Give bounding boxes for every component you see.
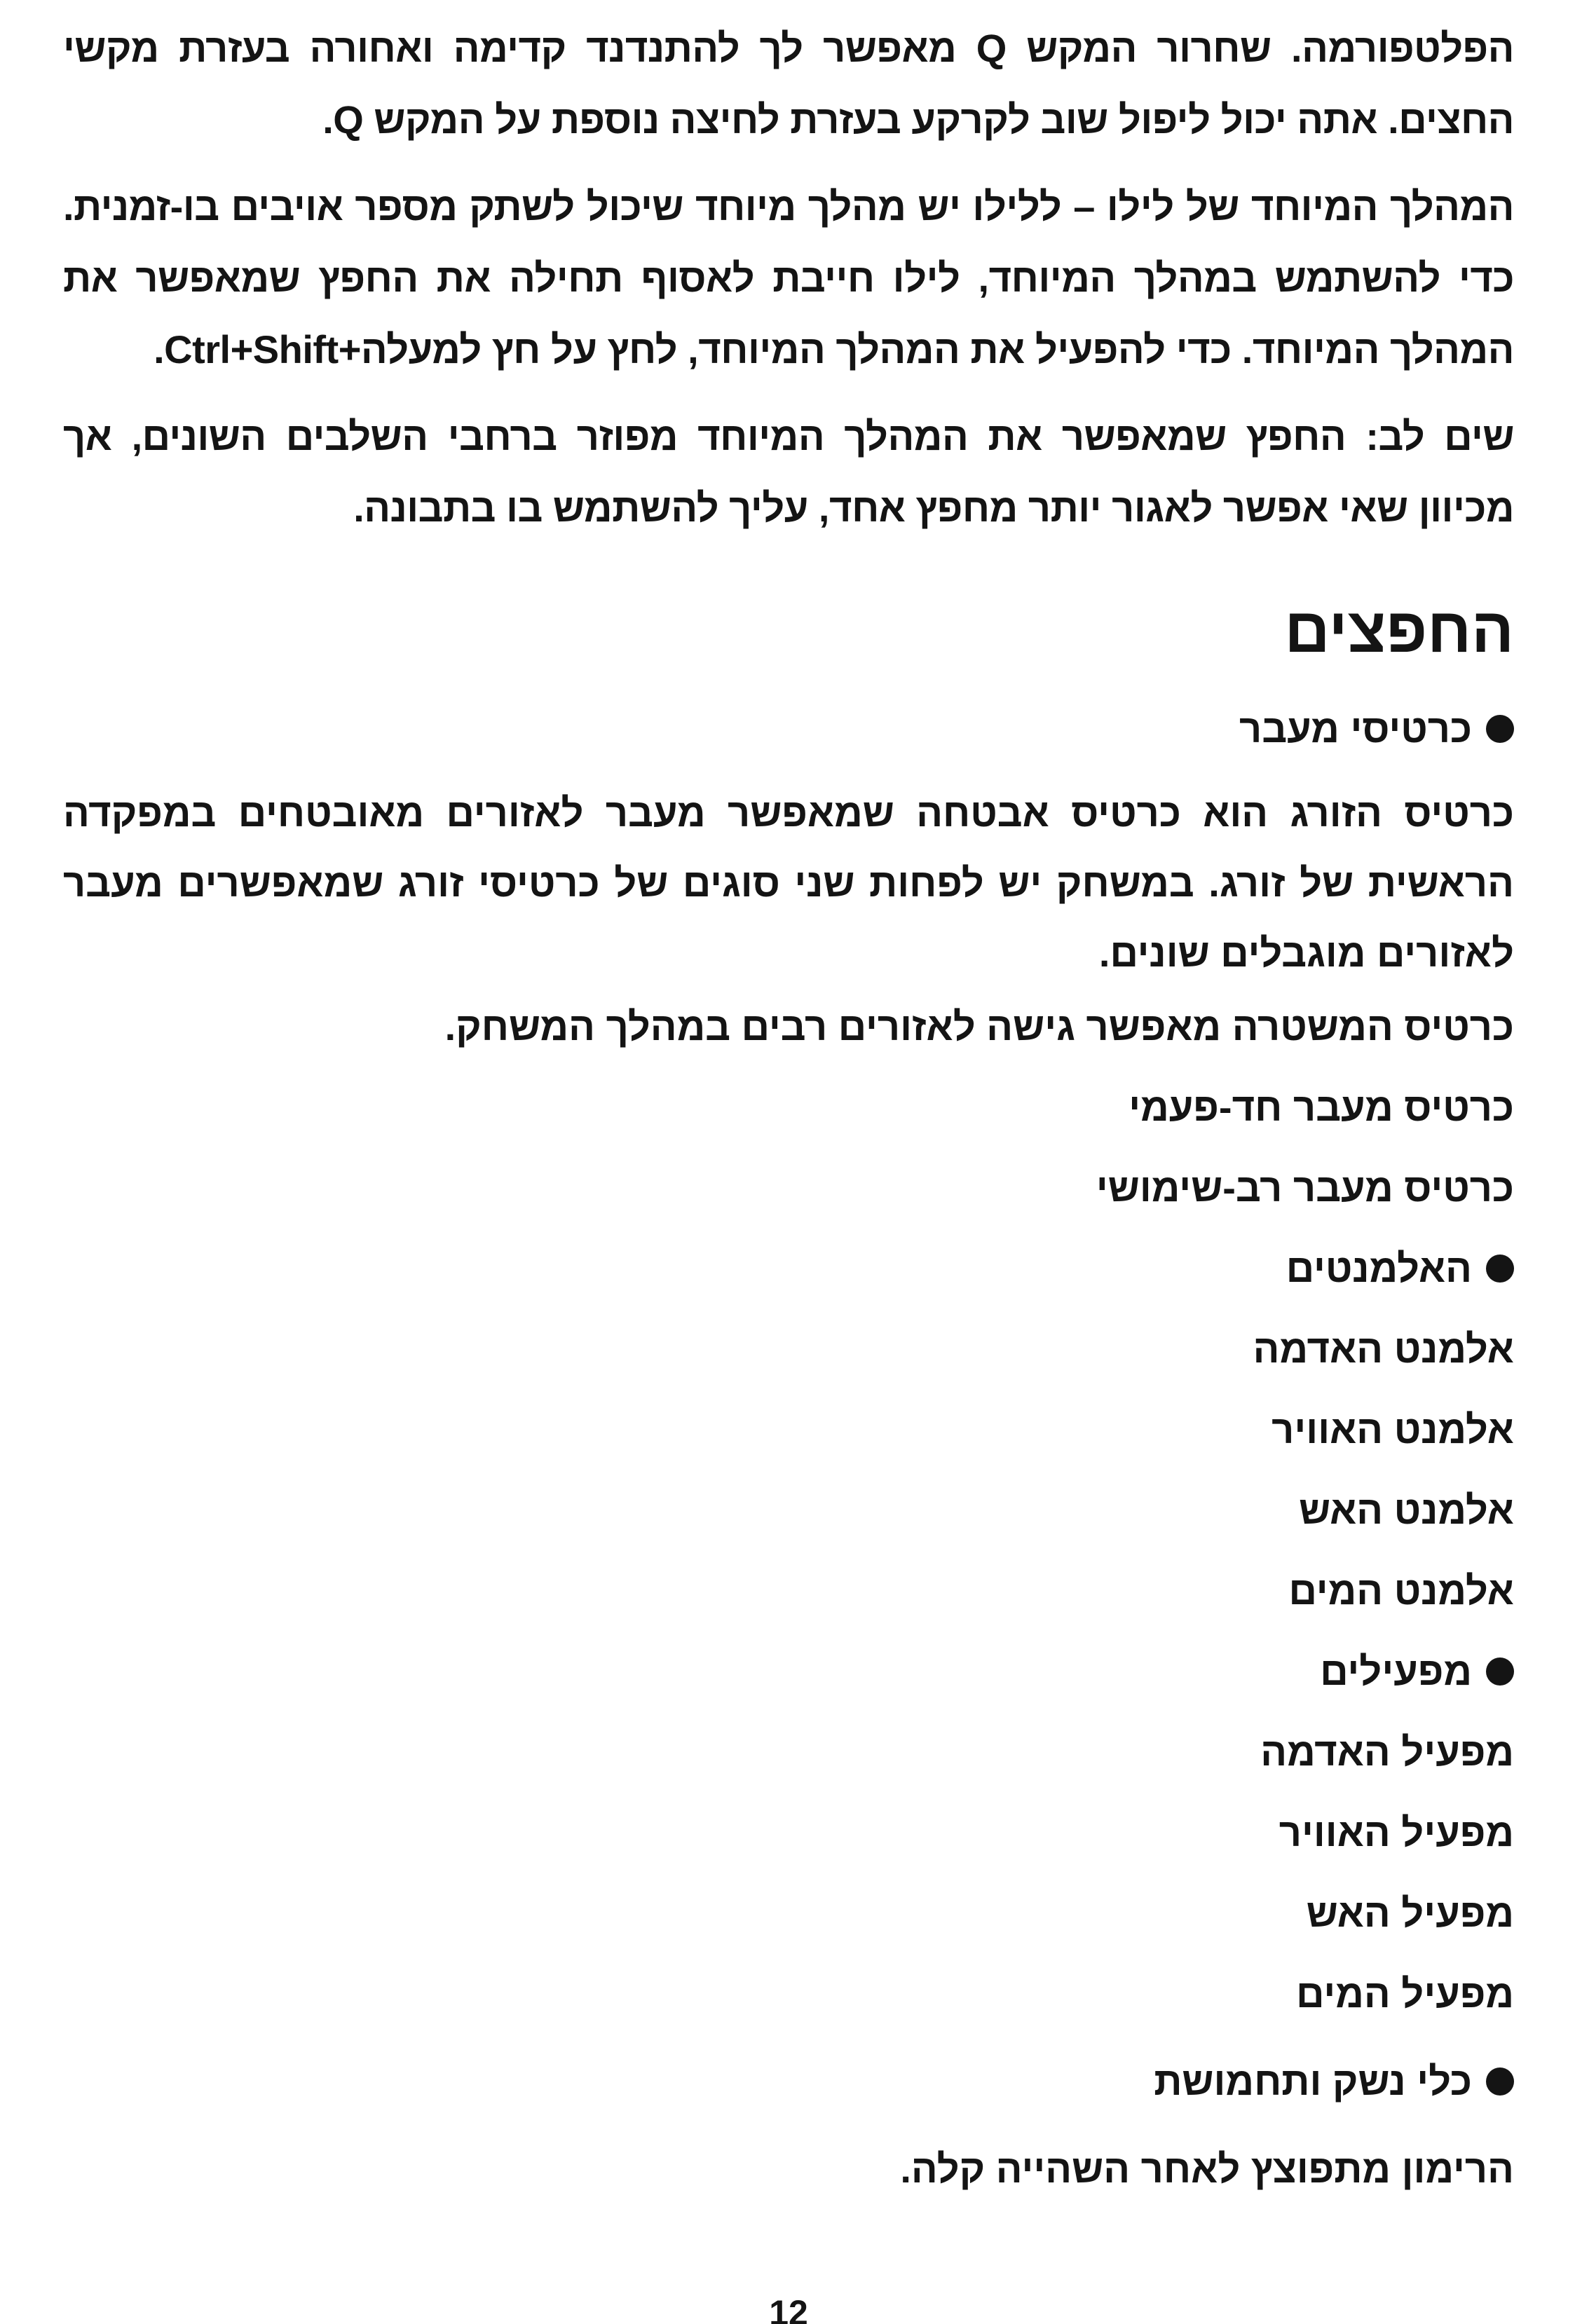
list-item-water-activator: מפעיל המים xyxy=(1296,1971,1514,2016)
list-item-grenade: הרימון מתפוצץ לאחר השהייה קלה. xyxy=(900,2147,1514,2191)
list-item-earth-element: אלמנט האדמה xyxy=(1253,1327,1514,1371)
list-item-water-element: אלמנט המים xyxy=(1288,1568,1514,1613)
bullet-heading-elements xyxy=(1286,1240,1514,1297)
bullet-dot-icon xyxy=(1486,1657,1514,1686)
bullet-dot-icon xyxy=(1486,715,1514,743)
intro-paragraph-note xyxy=(63,401,1514,544)
intro-paragraph-special-move: המהלך המיוחד של לילו – ללילו יש מהלך מיוחד שיכול לשתק מספר אויבים בו-זמנית. כדי להשתמש במהלך המיוחד, לילו חייבת לאסוף תחילה את החפץ שמאפשר את המהלך המיוחד. כדי להפעיל את המהלך המיוחד, לחץ על חץ למעלה+Ctrl+Shift. xyxy=(63,184,1514,371)
list-item-police-pass: כרטיס המשטרה מאפשר גישה לאזורים רבים במהלך המשחק. xyxy=(444,1004,1514,1048)
document-page xyxy=(63,0,1514,2324)
bullet-dot-icon xyxy=(1486,2067,1514,2096)
list-item-air-activator: מפעיל האוויר xyxy=(1279,1810,1514,1854)
bullet-dot-icon xyxy=(1486,1255,1514,1283)
page-number: 12 xyxy=(769,2293,808,2324)
bullet-heading-weapons xyxy=(1154,2053,1514,2110)
list-item-fire-element: אלמנט האש xyxy=(1299,1488,1514,1532)
section-title-items: החפצים xyxy=(1284,596,1514,666)
list-item-fire-activator: מפעיל האש xyxy=(1306,1891,1514,1935)
passes-description: כרטיס הזורג הוא כרטיס אבטחה שמאפשר מעבר לאזורים מאובטחים במפקדה הראשית של זורג. במשחק יש לפחות שני סוגים של כרטיסי זורג שמאפשרים מעבר לאזורים מוגבלים שונים. xyxy=(63,791,1514,975)
intro-paragraph-swing: הפלטפורמה. שחרור המקש Q מאפשר לך להתנדנד קדימה ואחורה בעזרת מקשי החצים. אתה יכול ליפול שוב לקרקע בעזרת לחיצה נוספת על המקש Q. xyxy=(63,26,1514,142)
bullet-heading-passes xyxy=(1239,701,1514,757)
list-item-air-element: אלמנט האוויר xyxy=(1271,1407,1514,1451)
note-text: החפץ שמאפשר את המהלך המיוחד מפוזר ברחבי השלבים השונים, אך מכיוון שאי אפשר לאגור יותר מחפץ אחד, עליך להשתמש בו בתבונה. xyxy=(63,414,1514,530)
intro-section xyxy=(63,13,1514,544)
bullet-heading-label: כרטיסי מעבר xyxy=(1239,706,1472,751)
note-label: שים לב: xyxy=(1365,414,1515,458)
list-item-earth-activator: מפעיל האדמה xyxy=(1260,1730,1514,1774)
bullet-heading-label: כלי נשק ותחמושת xyxy=(1154,2059,1472,2103)
list-item-multi-use-pass: כרטיס מעבר רב-שימושי xyxy=(1096,1166,1514,1210)
bullet-heading-activators xyxy=(1320,1643,1514,1700)
bullet-heading-label: מפעילים xyxy=(1320,1649,1472,1693)
bullet-heading-label: האלמנטים xyxy=(1286,1246,1472,1290)
list-item-single-use-pass: כרטיס מעבר חד-פעמי xyxy=(1129,1085,1514,1129)
